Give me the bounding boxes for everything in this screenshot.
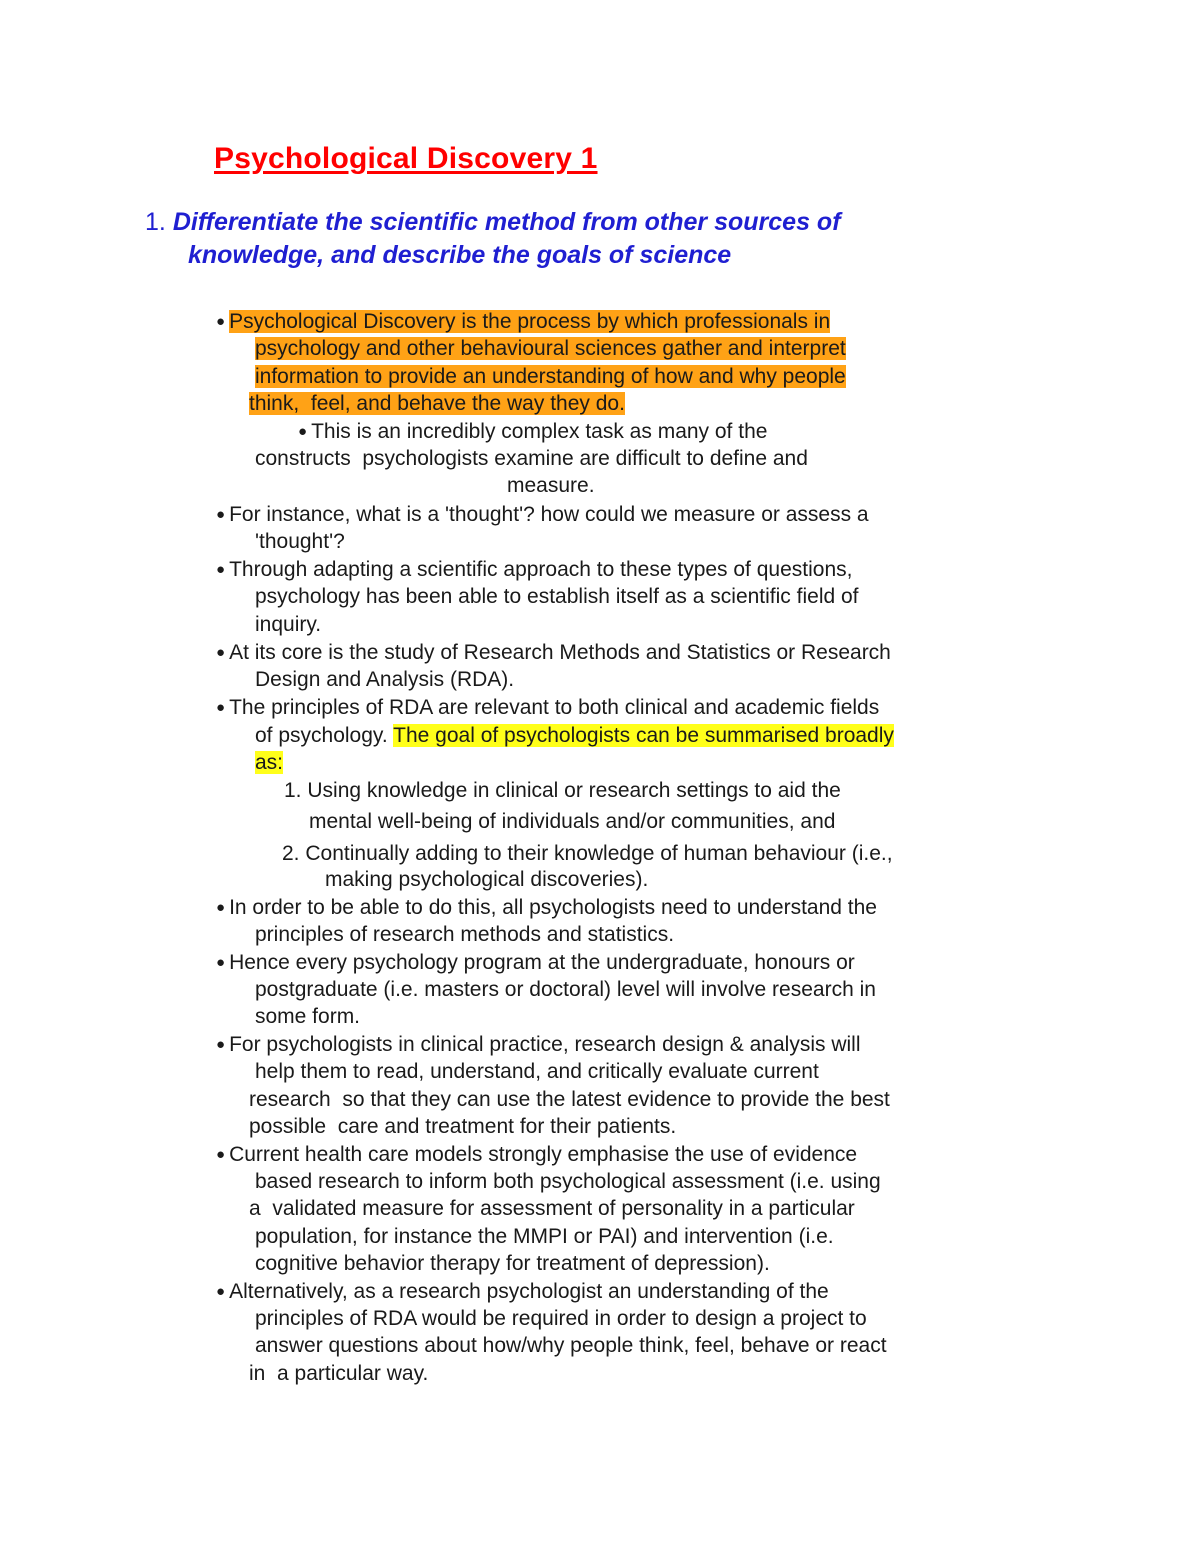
- bullet-1-line-3: information to provide an understanding of how and why people: [255, 365, 846, 388]
- bullet-icon: ●: [216, 1036, 226, 1053]
- bullet-icon: ●: [216, 561, 226, 578]
- bullet-icon: ●: [216, 954, 226, 971]
- bullet-8-line-3: some form.: [255, 1005, 361, 1028]
- bullet-9-line-2: help them to read, understand, and critically evaluate current: [255, 1060, 819, 1083]
- bullet-8-line-1: ● Hence every psychology program at the undergraduate, honours or: [216, 951, 855, 974]
- bullet-icon: ●: [216, 313, 226, 330]
- bullet-4-line-2: psychology has been able to establish itself as a scientific field of: [255, 585, 859, 608]
- bullet-4-line-1: ● Through adapting a scientific approach to these types of questions,: [216, 558, 853, 581]
- bullet-7-line-2: principles of research methods and statistics.: [255, 923, 675, 946]
- page-title: Psychological Discovery 1: [214, 142, 598, 175]
- bullet-1-line-1: ● Psychological Discovery is the process by which professionals in: [216, 310, 831, 333]
- bullet-icon: ●: [216, 699, 226, 716]
- bullet-10-line-1: ● Current health care models strongly emphasise the use of evidence: [216, 1143, 858, 1166]
- bullet-11-line-1: ● Alternatively, as a research psychologist an understanding of the: [216, 1280, 829, 1303]
- bullet-9-line-4: possible care and treatment for their patients.: [249, 1115, 677, 1138]
- bullet-2-line-2: constructs psychologists examine are difficult to define and: [255, 447, 808, 470]
- bullet-10-line-3: a validated measure for assessment of personality in a particular: [249, 1197, 855, 1220]
- bullet-3-line-2: 'thought'?: [255, 530, 345, 553]
- bullet-icon: ●: [216, 644, 226, 661]
- objective-line-2: knowledge, and describe the goals of science: [188, 241, 732, 269]
- goal-1-line-1: 1. Using knowledge in clinical or research settings to aid the: [284, 779, 841, 802]
- goal-1-line-2: mental well-being of individuals and/or communities, and: [309, 810, 836, 833]
- bullet-4-line-3: inquiry.: [255, 613, 322, 636]
- bullet-9-line-1: ● For psychologists in clinical practice, research design & analysis will: [216, 1033, 861, 1056]
- bullet-1-line-4: think, feel, and behave the way they do.: [249, 392, 625, 415]
- bullet-2-line-3: measure.: [507, 474, 595, 497]
- bullet-10-line-2: based research to inform both psychological assessment (i.e. using: [255, 1170, 881, 1193]
- bullet-1-line-2: psychology and other behavioural sciences gather and interpret: [255, 337, 846, 360]
- bullet-9-line-3: research so that they can use the latest evidence to provide the best: [249, 1088, 890, 1111]
- bullet-5-line-2: Design and Analysis (RDA).: [255, 668, 515, 691]
- bullet-11-line-3: answer questions about how/why people think, feel, behave or react: [255, 1334, 887, 1357]
- bullet-icon: ●: [216, 506, 226, 523]
- objective-number: 1.: [145, 208, 166, 236]
- bullet-icon: ●: [216, 1146, 226, 1163]
- objective-line-1: Differentiate the scientific method from other sources of: [172, 208, 841, 236]
- goal-2-line-2: making psychological discoveries).: [325, 868, 649, 891]
- goal-2-line-1: 2. Continually adding to their knowledge of human behaviour (i.e.,: [282, 842, 893, 865]
- bullet-11-line-2: principles of RDA would be required in order to design a project to: [255, 1307, 867, 1330]
- bullet-icon: ●: [216, 1283, 226, 1300]
- bullet-2-line-1: ● This is an incredibly complex task as many of the: [298, 420, 768, 443]
- bullet-7-line-1: ● In order to be able to do this, all psychologists need to understand the: [216, 896, 877, 919]
- objective-heading: [145, 206, 945, 272]
- bullet-10-line-4: population, for instance the MMPI or PAI) and intervention (i.e.: [255, 1225, 834, 1248]
- bullet-6-line-2: of psychology. The goal of psychologists can be summarised broadly: [255, 724, 894, 747]
- bullet-3-line-1: ● For instance, what is a 'thought'? how could we measure or assess a: [216, 503, 869, 526]
- bullet-11-line-4: in a particular way.: [249, 1362, 429, 1385]
- bullet-10-line-5: cognitive behavior therapy for treatment of depression).: [255, 1252, 770, 1275]
- bullet-6-line-1: ● The principles of RDA are relevant to both clinical and academic fields: [216, 696, 880, 719]
- bullet-icon: ●: [298, 423, 308, 440]
- bullet-8-line-2: postgraduate (i.e. masters or doctoral) level will involve research in: [255, 978, 876, 1001]
- bullet-icon: ●: [216, 899, 226, 916]
- bullet-5-line-1: ● At its core is the study of Research Methods and Statistics or Research: [216, 641, 891, 664]
- bullet-6-line-3: as:: [255, 751, 284, 774]
